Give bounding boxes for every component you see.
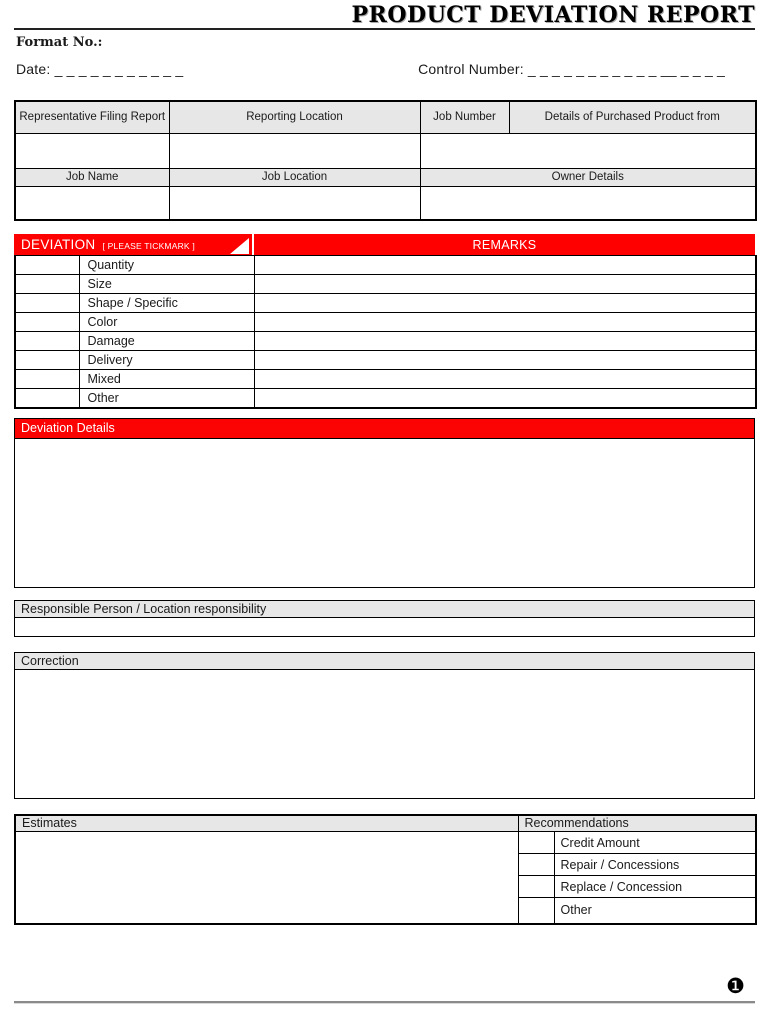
header-job-name: Job Name [15,168,169,186]
responsible-person-section [14,600,755,637]
tickmark-cell-color[interactable] [15,313,79,332]
deviation-label-delivery: Delivery [79,351,254,370]
tickmark-cell-other[interactable] [15,389,79,408]
control-number-field[interactable] [418,61,725,77]
deviation-label-shape: Shape / Specific [79,294,254,313]
tickmark-cell-size[interactable] [15,275,79,294]
report-info-table [14,100,757,221]
header-details-purchased-product: Details of Purchased Product from [509,101,756,133]
correction-input-area[interactable] [15,670,754,798]
recommendation-label-other: Other [554,898,756,924]
deviation-row-size [15,275,756,294]
footer-divider [14,1001,755,1004]
deviation-details-section [14,418,755,588]
date-label: Date: [16,61,51,77]
date-control-row [16,61,755,77]
date-field[interactable] [16,61,183,77]
remarks-cell-mixed[interactable] [254,370,756,389]
remarks-cell-quantity[interactable] [254,256,756,275]
remarks-cell-other[interactable] [254,389,756,408]
job-location-input-cell[interactable] [169,186,420,220]
tickmark-cell-quantity[interactable] [15,256,79,275]
remarks-cell-delivery[interactable] [254,351,756,370]
estimates-input-area[interactable] [15,832,518,924]
header-reporting-location: Reporting Location [169,101,420,133]
reporting-location-input-cell[interactable] [169,133,420,168]
header-job-number: Job Number [420,101,509,133]
job-number-details-input-cell[interactable] [420,133,756,168]
deviation-header-label: DEVIATION [21,237,96,252]
date-blank[interactable]: _ _ _ _ _ _ _ _ _ _ _ [54,61,184,77]
deviation-row-quantity [15,256,756,275]
tickmark-corner-triangle-icon [230,238,249,254]
deviation-label-color: Color [79,313,254,332]
deviation-row-delivery [15,351,756,370]
deviation-header-bar [14,234,755,255]
recommendation-label-repair-concessions: Repair / Concessions [554,854,756,876]
deviation-row-damage [15,332,756,351]
control-number-label: Control Number: [418,61,524,77]
tickmark-cell-credit-amount[interactable] [518,832,554,854]
deviation-row-mixed [15,370,756,389]
estimates-recommendations-table [14,814,757,925]
deviation-row-other [15,389,756,408]
tickmark-cell-repair-concessions[interactable] [518,854,554,876]
header-owner-details: Owner Details [420,168,756,186]
deviation-header-left [14,234,252,255]
control-number-blank[interactable]: _ _ _ _ _ _ _ _ _ _ _ __ _ _ _ _ [527,61,725,77]
page-number-badge: ❶ [726,974,745,998]
deviation-table [14,255,757,409]
job-name-input-cell[interactable] [15,186,169,220]
responsible-person-input-area[interactable] [15,618,754,636]
representative-filing-input-cell[interactable] [15,133,169,168]
recommendation-label-credit-amount: Credit Amount [554,832,756,854]
tickmark-cell-delivery[interactable] [15,351,79,370]
format-no-label: Format No.: [16,35,103,50]
deviation-label-size: Size [79,275,254,294]
deviation-label-quantity: Quantity [79,256,254,275]
deviation-label-other: Other [79,389,254,408]
owner-details-input-cell[interactable] [420,186,756,220]
remarks-cell-size[interactable] [254,275,756,294]
deviation-label-mixed: Mixed [79,370,254,389]
deviation-details-input-area[interactable] [15,439,754,587]
deviation-row-shape [15,294,756,313]
deviation-tickmark-note: [ PLEASE TICKMARK ] [102,240,195,251]
tickmark-cell-mixed[interactable] [15,370,79,389]
tickmark-cell-recommendation-other[interactable] [518,898,554,924]
recommendation-label-replace-concession: Replace / Concession [554,876,756,898]
remarks-header-label: REMARKS [254,234,755,255]
remarks-cell-shape[interactable] [254,294,756,313]
tickmark-cell-replace-concession[interactable] [518,876,554,898]
deviation-row-color [15,313,756,332]
correction-header: Correction [15,653,754,670]
deviation-details-header: Deviation Details [15,419,754,439]
header-job-location: Job Location [169,168,420,186]
tickmark-cell-damage[interactable] [15,332,79,351]
remarks-cell-color[interactable] [254,313,756,332]
header-representative-filing-report: Representative Filing Report [15,101,169,133]
responsible-person-header: Responsible Person / Location responsibility [15,601,754,618]
tickmark-cell-shape[interactable] [15,294,79,313]
title-divider [14,28,755,30]
correction-section [14,652,755,799]
estimates-header: Estimates [15,815,518,832]
recommendations-header: Recommendations [518,815,756,832]
page-title: PRODUCT DEVIATION REPORT [351,2,755,28]
deviation-label-damage: Damage [79,332,254,351]
remarks-cell-damage[interactable] [254,332,756,351]
